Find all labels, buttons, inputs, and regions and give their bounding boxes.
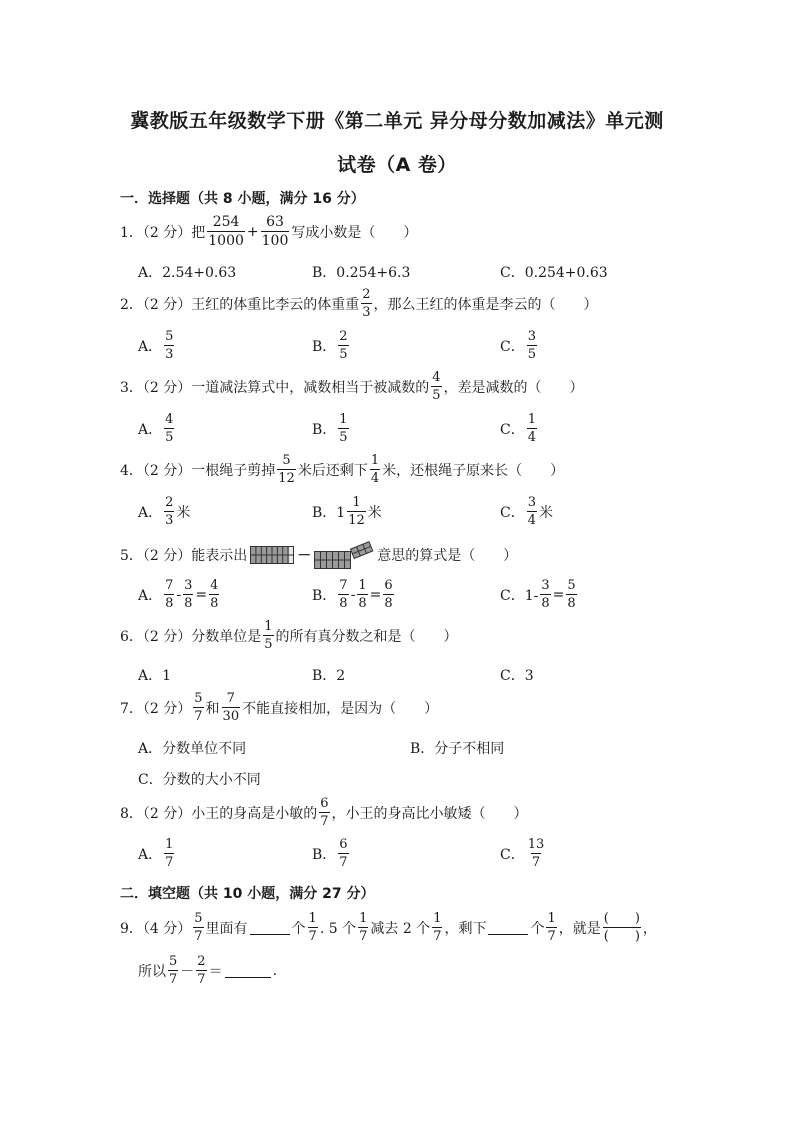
operator: -	[176, 586, 182, 603]
option-label: B．	[312, 421, 337, 438]
q7-option-b[interactable]: B．分子不相同	[410, 741, 505, 757]
question-4-suffix: 米，还根绳子原来长（ ）	[382, 462, 565, 479]
text: 个	[530, 920, 545, 937]
numerator: 1	[433, 911, 442, 926]
numerator: 3	[527, 329, 536, 344]
unit: 米	[367, 504, 382, 521]
question-2	[120, 288, 598, 319]
q5-option-a[interactable]	[138, 579, 221, 610]
denominator: 5	[264, 637, 273, 652]
fraction	[540, 579, 550, 610]
fraction	[432, 912, 442, 943]
numerator: 7	[226, 691, 235, 706]
question-8	[120, 797, 528, 828]
fraction	[358, 912, 368, 943]
numerator: 3	[541, 578, 550, 593]
option-label: A．	[138, 338, 163, 355]
page-title-line1: 冀教版五年级数学下册《第二单元 异分母分数加减法》单元测	[130, 110, 664, 132]
numerator: 4	[210, 578, 219, 593]
denominator: 3	[165, 513, 174, 528]
denominator: 12	[348, 513, 365, 528]
operator: -	[350, 586, 356, 603]
question-9-line2	[138, 955, 277, 986]
q6-option-c[interactable]: C．3	[500, 668, 534, 684]
q2-option-a[interactable]	[138, 330, 176, 361]
q5-option-c[interactable]	[500, 579, 579, 610]
denominator: 8	[210, 596, 219, 611]
fraction	[347, 496, 366, 527]
denominator: 7	[165, 855, 174, 870]
fraction	[277, 454, 296, 485]
denominator: 7	[194, 709, 203, 724]
plus-sign: +	[246, 223, 259, 240]
denominator: 8	[541, 596, 550, 611]
unit: 米	[176, 504, 191, 521]
numerator: 6	[320, 796, 329, 811]
fraction	[527, 330, 537, 361]
denominator: 5	[165, 430, 174, 445]
section-fill-heading: 二．填空题（共 10 小题，满分 27 分）	[120, 886, 375, 902]
numerator: 6	[384, 578, 393, 593]
answer-blank[interactable]	[250, 920, 290, 935]
text: ，剩下	[444, 920, 487, 937]
numerator: 2	[165, 495, 174, 510]
question-7-and: 和	[205, 700, 220, 717]
fraction	[527, 838, 546, 869]
question-5-suffix: 意思的算式是（ ）	[377, 548, 518, 564]
denominator: 8	[384, 596, 393, 611]
denominator: 7	[169, 972, 178, 987]
option-label: B．	[312, 338, 337, 355]
fraction	[164, 330, 174, 361]
question-6-prefix: 6．（2 分）分数单位是	[120, 628, 262, 645]
answer-blank[interactable]	[225, 963, 271, 978]
denominator: 8	[358, 596, 367, 611]
option-label: B．1	[312, 504, 346, 521]
question-3	[120, 371, 584, 402]
fraction	[338, 330, 348, 361]
numerator: 254	[212, 214, 240, 230]
q8-option-c[interactable]	[500, 838, 547, 869]
denominator: 5	[527, 347, 536, 362]
numerator: 1	[359, 911, 368, 926]
section-choice-heading: 一．选择题（共 8 小题，满分 16 分）	[120, 191, 365, 207]
denominator: 7	[308, 929, 317, 944]
denominator: 8	[184, 596, 193, 611]
numerator: 1	[339, 412, 348, 427]
numerator: 1	[370, 453, 380, 468]
q3-option-c[interactable]	[500, 413, 539, 444]
question-8-prefix: 8．（2 分）小王的身高是小敏的	[120, 805, 318, 822]
fraction	[263, 620, 273, 651]
denominator: 12	[278, 471, 295, 486]
option-label: B．	[312, 587, 337, 604]
numerator: 5	[194, 691, 203, 706]
numerator: 3	[184, 578, 193, 593]
q4-option-c[interactable]	[500, 496, 553, 527]
question-4-mid: 米后还剩下	[297, 462, 368, 479]
q3-option-a[interactable]	[138, 413, 176, 444]
fraction	[338, 579, 348, 610]
denominator: 3	[362, 305, 371, 320]
option-label: C．	[500, 846, 525, 863]
question-6-suffix: 的所有真分数之和是（ ）	[275, 628, 458, 645]
fraction	[357, 579, 367, 610]
numerator: 7	[339, 578, 348, 593]
text: ，	[642, 920, 657, 937]
question-9-prefix: 9．（4 分）	[120, 920, 192, 937]
q1-option-c[interactable]: C．0.254+0.63	[500, 265, 608, 281]
operator: －	[180, 963, 195, 980]
denominator: 8	[339, 596, 348, 611]
denominator: 7	[320, 814, 329, 829]
option-label: A．	[138, 421, 163, 438]
denominator: 7	[359, 929, 368, 944]
fraction-grid-image	[250, 546, 294, 564]
numerator: 1	[547, 911, 556, 926]
denominator: 4	[527, 430, 536, 445]
q7-option-c[interactable]: C．分数的大小不同	[138, 772, 261, 788]
denominator-blank[interactable]: ( )	[603, 929, 640, 944]
option-label: A．	[138, 587, 163, 604]
q2-option-c[interactable]	[500, 330, 539, 361]
denominator: 8	[567, 596, 576, 611]
question-1-prefix: 1．（2 分）把	[120, 224, 206, 241]
q1-option-b[interactable]: B．0.254+6.3	[312, 265, 411, 281]
numerator: 13	[527, 837, 545, 852]
q3-option-b[interactable]	[312, 413, 351, 444]
denominator: 4	[527, 513, 536, 528]
denominator: 5	[339, 347, 348, 362]
denominator: 5	[339, 430, 348, 445]
question-1-suffix: 写成小数是（ ）	[291, 224, 418, 241]
fraction	[183, 579, 193, 610]
numerator: 1	[264, 619, 273, 634]
q8-option-a[interactable]	[138, 838, 176, 869]
text: ，就是	[558, 920, 601, 937]
q6-option-b[interactable]: B．2	[312, 668, 346, 684]
numerator: 3	[527, 495, 536, 510]
fraction	[361, 288, 371, 319]
fraction	[338, 838, 348, 869]
text: . 5 个	[319, 920, 357, 937]
numerator: 4	[432, 370, 441, 385]
fraction	[196, 955, 206, 986]
denominator: 7	[433, 929, 442, 944]
question-2-suffix: ，那么王红的体重是李云的（ ）	[373, 296, 598, 313]
answer-blank[interactable]	[488, 920, 528, 935]
fraction	[193, 692, 203, 723]
numerator: 2	[339, 329, 348, 344]
denominator: 4	[370, 471, 380, 486]
denominator: 8	[165, 596, 174, 611]
text: 减去 2 个	[370, 920, 431, 937]
text: 个	[291, 920, 306, 937]
q1-option-a[interactable]: A．2.54+0.63	[138, 265, 237, 281]
q6-option-a[interactable]: A．1	[138, 668, 172, 684]
fraction	[261, 215, 290, 248]
denominator: 30	[222, 709, 240, 724]
equals-sign: =	[369, 586, 382, 603]
fraction	[383, 579, 393, 610]
denominator: 100	[261, 233, 289, 249]
numerator: 5	[165, 329, 174, 344]
fraction	[207, 215, 245, 248]
numerator: 2	[197, 954, 206, 969]
question-2-prefix: 2．（2 分）王红的体重比李云的体重重	[120, 296, 360, 313]
fraction	[527, 413, 537, 444]
fraction	[222, 692, 241, 723]
minus-sign: －	[297, 548, 312, 564]
unit: 米	[539, 504, 553, 521]
fraction	[209, 579, 219, 610]
question-5-prefix: 5．（2 分）能表示出	[120, 548, 248, 564]
denominator: 1000	[208, 233, 244, 249]
equals-sign: ＝	[208, 963, 223, 980]
numerator-blank[interactable]: ( )	[603, 911, 640, 926]
numerator: 6	[339, 837, 348, 852]
numerator: 1	[527, 412, 536, 427]
option-label: A．	[138, 846, 163, 863]
answer-fraction[interactable]	[603, 912, 641, 943]
fraction	[370, 454, 380, 485]
numerator: 5	[282, 453, 291, 468]
numerator: 5	[169, 954, 178, 969]
fraction	[164, 413, 174, 444]
fraction	[527, 496, 537, 527]
option-label: C．1-	[500, 587, 539, 604]
equals-sign: =	[552, 586, 565, 603]
question-9	[120, 912, 657, 943]
equals-sign: =	[195, 586, 208, 603]
option-label: B．	[312, 846, 337, 863]
question-7-prefix: 7．（2 分）	[120, 700, 192, 717]
fraction	[164, 496, 174, 527]
question-1	[120, 215, 417, 248]
denominator: 3	[165, 347, 174, 362]
numerator: 4	[165, 412, 174, 427]
q2-option-b[interactable]	[312, 330, 351, 361]
fraction	[308, 912, 318, 943]
option-label: A．	[138, 504, 163, 521]
question-6	[120, 620, 458, 651]
option-label: C．	[500, 504, 525, 521]
q4-option-a[interactable]	[138, 496, 190, 527]
q4-option-b[interactable]	[312, 496, 382, 527]
numerator: 63	[266, 214, 284, 230]
denominator: 5	[432, 388, 441, 403]
question-3-prefix: 3．（2 分）一道减法算式中，减数相当于被减数的	[120, 379, 430, 396]
numerator: 7	[165, 578, 174, 593]
numerator: 1	[358, 578, 367, 593]
page-title-line2: 试卷（A 卷）	[337, 154, 457, 176]
question-4-prefix: 4．（2 分）一根绳子剪掉	[120, 462, 276, 479]
denominator: 7	[547, 929, 556, 944]
fraction	[566, 579, 576, 610]
numerator: 5	[194, 911, 203, 926]
option-label: C．	[500, 421, 525, 438]
fraction	[168, 955, 178, 986]
fraction	[164, 838, 174, 869]
numerator: 1	[352, 495, 361, 510]
numerator: 1	[165, 837, 174, 852]
fraction	[193, 912, 203, 943]
denominator: 7	[531, 855, 541, 870]
text: 所以	[138, 963, 166, 980]
fraction	[319, 797, 329, 828]
numerator: 1	[308, 911, 317, 926]
option-label: C．	[500, 338, 525, 355]
q8-option-b[interactable]	[312, 838, 351, 869]
denominator: 7	[194, 929, 203, 944]
text: .	[272, 962, 278, 979]
denominator: 7	[197, 972, 206, 987]
q7-option-a[interactable]: A．分数单位不同	[138, 741, 247, 757]
question-7-suffix: 不能直接相加，是因为（ ）	[242, 700, 439, 717]
fraction-grid-removed-image	[314, 541, 374, 569]
fraction	[431, 371, 441, 402]
text: 里面有	[205, 920, 248, 937]
fraction	[338, 413, 348, 444]
question-4	[120, 454, 564, 485]
denominator: 7	[339, 855, 348, 870]
fraction	[164, 579, 174, 610]
numerator: 2	[362, 287, 371, 302]
q5-option-b[interactable]	[312, 579, 396, 610]
numerator: 5	[567, 578, 576, 593]
question-8-suffix: ，小王的身高比小敏矮（ ）	[331, 805, 528, 822]
question-7	[120, 692, 438, 723]
question-3-suffix: ，差是减数的（ ）	[443, 379, 584, 396]
question-5	[120, 541, 517, 569]
fraction	[546, 912, 556, 943]
